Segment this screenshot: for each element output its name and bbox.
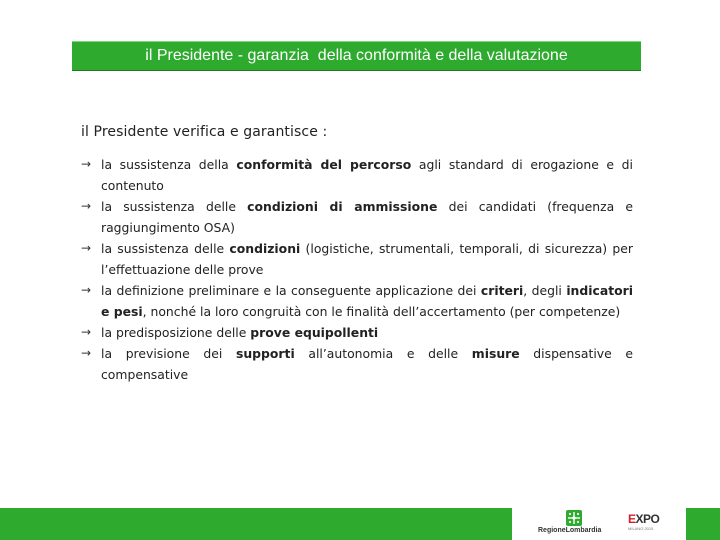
bullet-text-segment: la predisposizione delle bbox=[101, 325, 251, 340]
arrow-bullet-icon: → bbox=[81, 346, 92, 360]
bullet-item bbox=[81, 154, 633, 196]
bullet-text-segment: la definizione preliminare e la conseguente applicazione dei bbox=[101, 283, 481, 298]
expo-wordmark: EXPO bbox=[628, 512, 660, 526]
bullet-text-bold: prove equipollenti bbox=[250, 325, 379, 340]
arrow-bullet-icon: → bbox=[81, 241, 92, 255]
bullet-text-segment: la sussistenza della bbox=[101, 157, 237, 172]
bullet-text-segment: , degli bbox=[523, 283, 567, 298]
title-bar bbox=[72, 41, 641, 71]
footer-green-band-left bbox=[0, 508, 512, 540]
rosa-camuna-icon bbox=[566, 510, 582, 526]
bullet-item bbox=[81, 322, 633, 343]
expo-logo bbox=[628, 512, 668, 536]
bullet-text bbox=[101, 325, 378, 340]
bullet-text bbox=[101, 157, 633, 193]
footer-green-band-right bbox=[686, 508, 720, 540]
bullet-text-bold: conformità del percorso bbox=[236, 157, 412, 172]
bullet-item bbox=[81, 196, 633, 238]
bullet-text-segment: all’autonomia e delle bbox=[294, 346, 472, 361]
bullet-text-bold: condizioni di ammissione bbox=[247, 199, 438, 214]
regione-lombardia-wordmark: RegioneLombardia bbox=[538, 527, 602, 534]
bullet-text-segment: dispensative e compensative bbox=[101, 346, 633, 382]
arrow-bullet-icon: → bbox=[81, 199, 92, 213]
bullet-text-segment: , nonché la loro congruità con le finalità dell’accertamento (per competenze) bbox=[142, 304, 621, 319]
arrow-bullet-icon: → bbox=[81, 157, 92, 171]
page-title: il Presidente - garanzia della conformità e della valutazione bbox=[145, 47, 568, 64]
bullet-text bbox=[101, 346, 633, 382]
regione-lombardia-logo bbox=[538, 510, 602, 538]
bullet-item bbox=[81, 343, 633, 385]
bullet-text-segment: agli standard di erogazione e di contenuto bbox=[101, 157, 633, 193]
expo-subtext: MILANO 2015 bbox=[628, 526, 654, 531]
bullet-text-bold: condizioni bbox=[229, 241, 301, 256]
bullet-text-segment: (logistiche, strumentali, temporali, di sicurezza) per l’effettuazione delle prove bbox=[101, 241, 633, 277]
bullet-item bbox=[81, 280, 633, 322]
arrow-bullet-icon: → bbox=[81, 325, 92, 339]
bullet-text bbox=[101, 283, 633, 319]
bullet-text-bold: indicatori e pesi bbox=[101, 283, 633, 319]
bullet-list bbox=[81, 154, 633, 385]
bullet-text-segment: dei candidati (frequenza e raggiungimento OSA) bbox=[101, 199, 633, 235]
bullet-text-segment: la sussistenza delle bbox=[101, 199, 248, 214]
bullet-item bbox=[81, 238, 633, 280]
bullet-text-bold: criteri bbox=[480, 283, 524, 298]
bullet-text bbox=[101, 241, 633, 277]
bullet-text-bold: supporti bbox=[235, 346, 295, 361]
bullet-text-segment: la previsione dei bbox=[101, 346, 236, 361]
footer-logo-area bbox=[528, 508, 686, 540]
slide-content bbox=[81, 124, 633, 385]
intro-text: il Presidente verifica e garantisce : bbox=[81, 124, 328, 140]
bullet-text bbox=[101, 199, 633, 235]
bullet-text-segment: la sussistenza delle bbox=[101, 241, 230, 256]
bullet-text-bold: misure bbox=[471, 346, 520, 361]
arrow-bullet-icon: → bbox=[81, 283, 92, 297]
